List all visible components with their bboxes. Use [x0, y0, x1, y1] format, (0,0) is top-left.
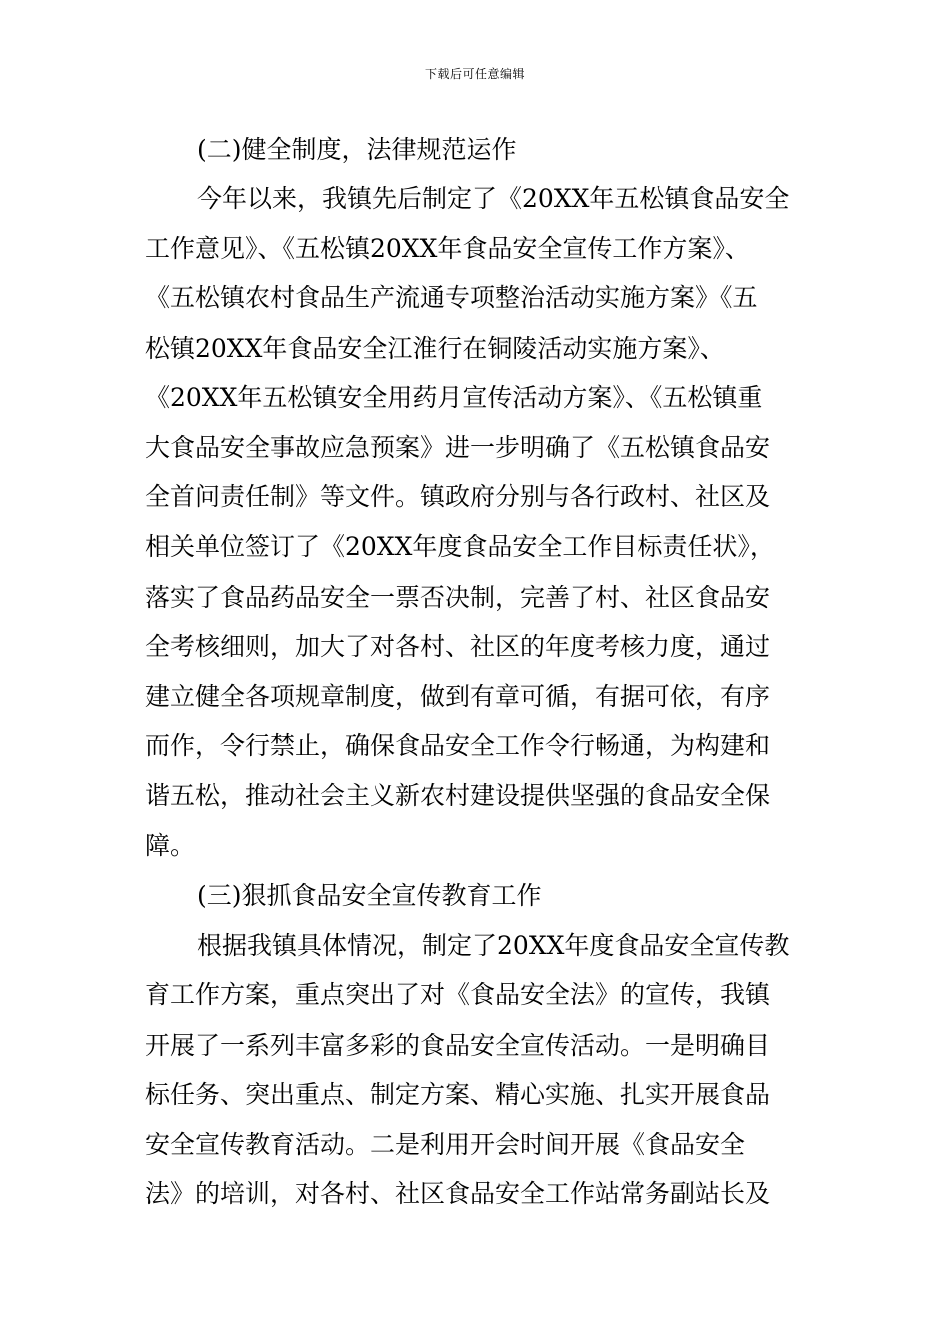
paragraph-line: 松镇20XX年食品安全江淮行在铜陵活动实施方案》、	[145, 334, 725, 363]
paragraph-line: 育工作方案，重点突出了对《食品安全法》的宣传，我镇	[145, 980, 771, 1009]
paragraph-line: 全首问责任制》等文件。镇政府分别与各行政村、社区及	[145, 482, 771, 511]
paragraph-line: 法》的培训，对各村、社区食品安全工作站常务副站长及	[145, 1179, 771, 1208]
paragraph-line: 相关单位签订了《20XX年度食品安全工作目标责任状》，	[145, 532, 775, 561]
paragraph-line: 全考核细则，加大了对各村、社区的年度考核力度，通过	[145, 632, 771, 661]
paragraph-line: 安全宣传教育活动。二是利用开会时间开展《食品安全	[145, 1130, 746, 1159]
paragraph-line: 今年以来，我镇先后制定了《20XX年五松镇食品安全	[197, 184, 790, 213]
paragraph-line: 开展了一系列丰富多彩的食品安全宣传活动。一是明确目	[145, 1031, 771, 1060]
section-heading-3: (三)狠抓食品安全宣传教育工作	[197, 881, 542, 910]
paragraph-line: 根据我镇具体情况，制定了20XX年度食品安全宣传教	[197, 931, 790, 960]
page-header-note: 下载后可任意编辑	[424, 67, 525, 81]
paragraph-line: 《20XX年五松镇安全用药月宣传活动方案》、《五松镇重	[145, 383, 763, 412]
paragraph-line: 标任务、突出重点、制定方案、精心实施、扎实开展食品	[145, 1080, 771, 1109]
paragraph-line: 障。	[145, 831, 196, 860]
paragraph-line: 大食品安全事故应急预案》进一步明确了《五松镇食品安	[145, 433, 771, 462]
paragraph-line: 《五松镇农村食品生产流通专项整治活动实施方案》《五	[145, 283, 758, 312]
paragraph-line: 谐五松，推动社会主义新农村建设提供坚强的食品安全保	[145, 781, 771, 810]
section-heading-2: (二)健全制度，法律规范运作	[197, 135, 517, 164]
paragraph-line: 而作，令行禁止，确保食品安全工作令行畅通，为构建和	[145, 731, 771, 760]
paragraph-line: 建立健全各项规章制度，做到有章可循，有据可依，有序	[145, 682, 771, 711]
paragraph-line: 工作意见》、《五松镇20XX年食品安全宣传工作方案》、	[145, 234, 750, 263]
paragraph-line: 落实了食品药品安全一票否决制，完善了村、社区食品安	[145, 583, 771, 612]
